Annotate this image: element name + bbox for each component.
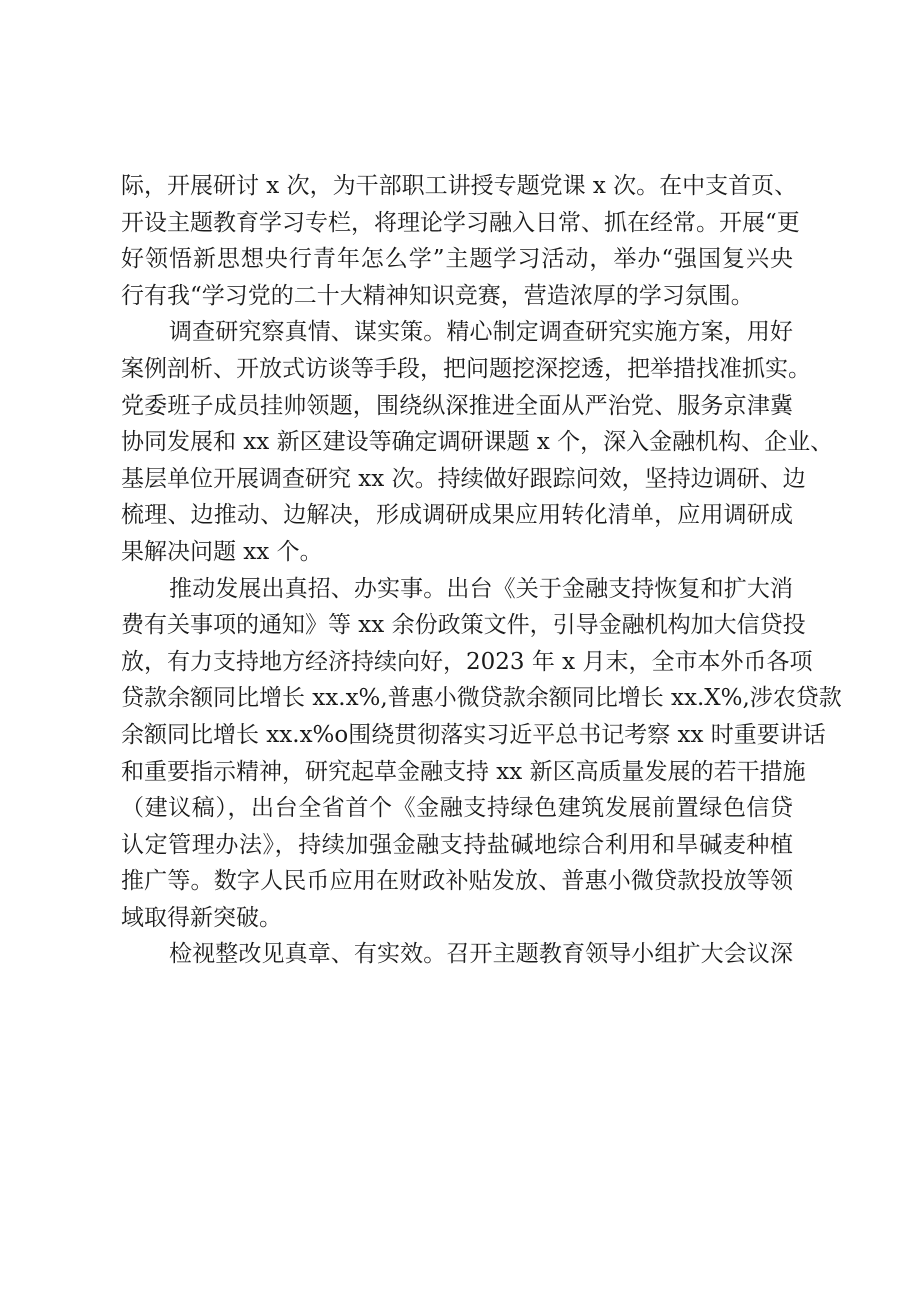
paragraph-3-line-10: 域取得新突破。 <box>121 904 282 931</box>
paragraph-3-line-9: 推广等。数字人民币应用在财政补贴发放、普惠小微贷款投放等领 <box>121 868 793 895</box>
paragraph-3-line-8: 认定管理办法》，持续加强金融支持盐碱地综合利用和旱碱麦种植 <box>121 831 793 858</box>
paragraph-3-line-1: 推动发展出真招、办实事。出台《关于金融支持恢复和扩大消 <box>169 575 793 602</box>
paragraph-3-line-5: 余额同比增长 xx.x%o围绕贯彻落实习近平总书记考察 xx 时重要讲话 <box>121 721 826 748</box>
paragraph-2-line-1: 调查研究察真情、谋实策。精心制定调查研究实施方案，用好 <box>169 319 793 346</box>
paragraph-4-line-1: 检视整改见真章、有实效。召开主题教育领导小组扩大会议深 <box>169 941 793 968</box>
paragraph-3-line-3: 放，有力支持地方经济持续向好，2023 年 x 月末，全市本外币各项 <box>121 648 813 675</box>
paragraph-1-line-4: 行有我“学习党的二十大精神知识竞赛，营造浓厚的学习氛围。 <box>121 282 754 309</box>
paragraph-3-line-7: （建议稿），出台全省首个《金融支持绿色建筑发展前置绿色信贷 <box>121 795 793 822</box>
paragraph-2-line-5: 基层单位开展调查研究 xx 次。持续做好跟踪问效，坚持边调研、边 <box>121 465 806 492</box>
paragraph-2-line-3: 党委班子成员挂帅领题，围绕纵深推进全面从严治党、服务京津冀 <box>121 392 793 419</box>
paragraph-2-line-6: 梳理、边推动、边解决，形成调研成果应用转化清单，应用调研成 <box>121 502 793 529</box>
paragraph-1-line-1: 际，开展研讨 x 次，为干部职工讲授专题党课 x 次。在中支首页、 <box>121 173 798 199</box>
paragraph-3-line-6: 和重要指示精神，研究起草金融支持 xx 新区高质量发展的若干措施 <box>121 758 806 785</box>
paragraph-2-line-7: 果解决问题 xx 个。 <box>121 538 323 565</box>
paragraph-3-line-4: 贷款余额同比增长 xx.x%,普惠小微贷款余额同比增长 xx.X%,涉农贷款 <box>121 685 842 712</box>
body-text <box>121 168 842 973</box>
paragraph-3-line-2: 费有关事项的通知》等 xx 余份政策文件，引导金融机构加大信贷投 <box>121 612 806 639</box>
paragraph-1-line-3: 好领悟新思想央行青年怎么学”主题学习活动，举办“强国复兴央 <box>121 246 793 273</box>
paragraph-1-line-2: 开设主题教育学习专栏，将理论学习融入日常、抓在经常。开展“更 <box>121 209 800 236</box>
paragraph-2-line-2: 案例剖析、开放式访谈等手段，把问题挖深挖透，把举措找准抓实。 <box>121 355 811 382</box>
paragraph-2-line-4: 协同发展和 xx 新区建设等确定调研课题 x 个，深入金融机构、企业、 <box>121 429 834 456</box>
